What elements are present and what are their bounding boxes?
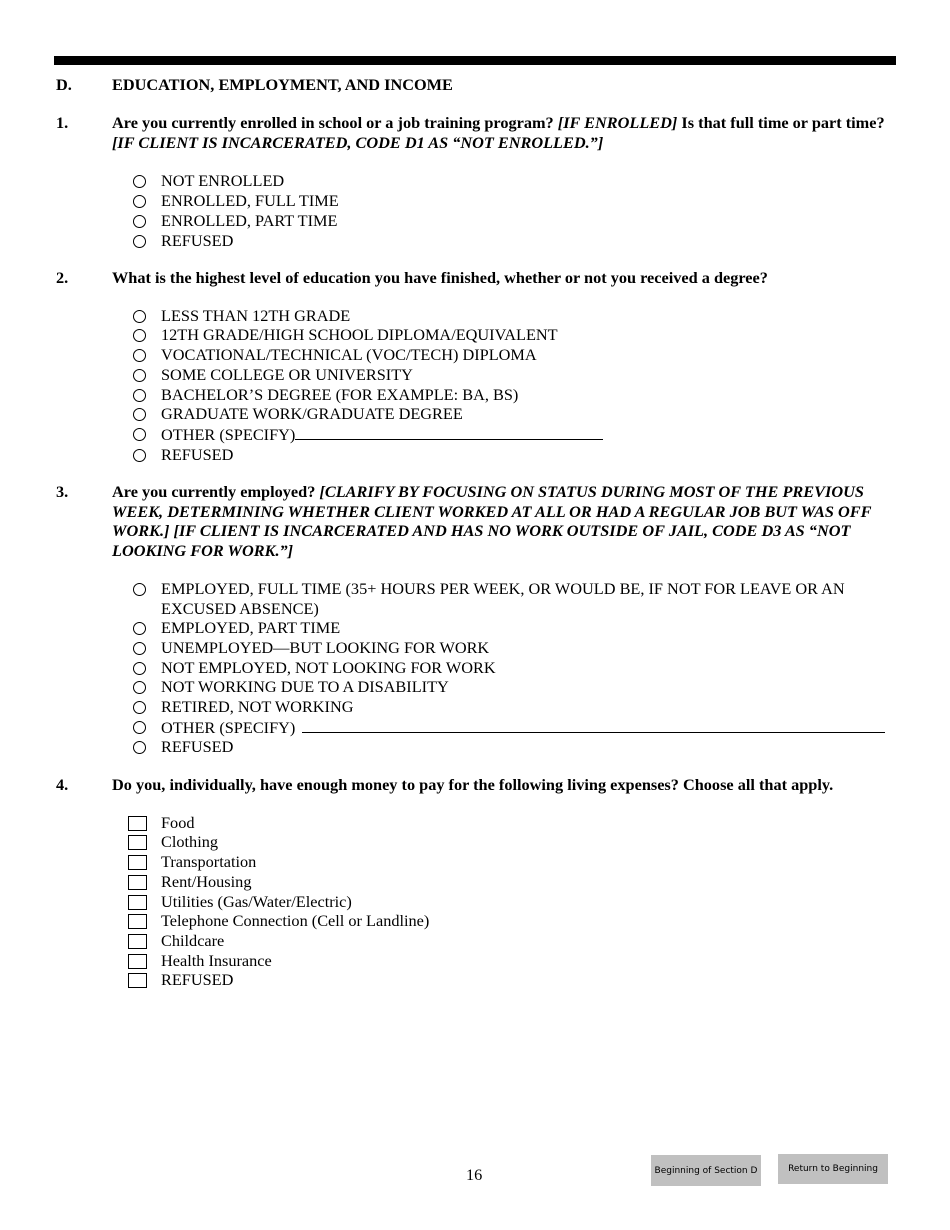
option-label: OTHER (SPECIFY): [161, 717, 296, 737]
q-text: Is that full time or part time?: [681, 113, 885, 132]
option-label: EMPLOYED, FULL TIME (35+ HOURS PER WEEK, OR WOULD BE, IF NOT FOR LEAVE OR AN EXCUSED ABSENCE): [161, 578, 845, 618]
option-label: NOT EMPLOYED, NOT LOOKING FOR WORK: [161, 657, 496, 677]
instruction: [IF ENROLLED]: [557, 113, 678, 132]
radio-button-icon[interactable]: [133, 175, 146, 188]
radio-button-icon[interactable]: [133, 235, 146, 248]
answer-option[interactable]: [128, 404, 896, 424]
option-label: REFUSED: [161, 230, 234, 250]
question-text: Do you, individually, have enough money to pay for the following living expenses? Choose all that apply.: [112, 775, 834, 794]
answer-option[interactable]: [128, 231, 896, 251]
answer-option[interactable]: [128, 638, 896, 658]
specify-input[interactable]: [295, 424, 603, 440]
option-label-wrap: [161, 404, 463, 424]
radio-button-icon[interactable]: [133, 741, 146, 754]
option-label: ENROLLED, PART TIME: [161, 210, 338, 230]
radio-button-icon[interactable]: [133, 215, 146, 228]
option-label-wrap: [161, 717, 885, 738]
answer-option[interactable]: [128, 211, 896, 231]
checkbox-icon[interactable]: [128, 973, 147, 988]
option-label-wrap: [161, 231, 233, 251]
option-label: NOT ENROLLED: [161, 171, 285, 191]
option-label: REFUSED: [161, 970, 234, 990]
option-label-wrap: [161, 813, 194, 833]
option-label-wrap: [161, 445, 233, 465]
option-label-wrap: [161, 970, 233, 990]
section-label: D.: [56, 75, 72, 94]
checkbox-icon[interactable]: [128, 816, 147, 831]
answer-option[interactable]: [128, 931, 896, 951]
radio-button-icon[interactable]: [133, 681, 146, 694]
option-label: GRADUATE WORK/GRADUATE DEGREE: [161, 404, 463, 424]
option-label-wrap: [161, 211, 337, 231]
radio-button-icon[interactable]: [133, 349, 146, 362]
radio-button-icon[interactable]: [133, 389, 146, 402]
answer-option[interactable]: [128, 852, 896, 872]
option-label: REFUSED: [161, 444, 234, 464]
answer-option[interactable]: [128, 618, 896, 638]
checkbox-icon[interactable]: [128, 914, 147, 929]
radio-button-icon[interactable]: [133, 642, 146, 655]
option-label: OTHER (SPECIFY): [161, 424, 296, 444]
option-label: Utilities (Gas/Water/Electric): [161, 891, 352, 911]
section-heading: [56, 75, 896, 95]
question-text: [112, 482, 890, 561]
answer-option[interactable]: [128, 424, 896, 445]
question-number: 3.: [56, 482, 69, 501]
radio-button-icon[interactable]: [133, 622, 146, 635]
answer-option[interactable]: [128, 737, 896, 757]
page-number: 16: [466, 1165, 483, 1184]
section-title: EDUCATION, EMPLOYMENT, AND INCOME: [112, 75, 453, 94]
option-label-wrap: [161, 579, 891, 618]
answer-option[interactable]: [128, 892, 896, 912]
radio-button-icon[interactable]: [133, 701, 146, 714]
option-label: NOT WORKING DUE TO A DISABILITY: [161, 677, 449, 697]
radio-button-icon[interactable]: [133, 408, 146, 421]
answer-option[interactable]: [128, 832, 896, 852]
header-rule: [54, 56, 896, 65]
option-label-wrap: [161, 737, 233, 757]
q-text: Are you currently enrolled in school or a job training program?: [112, 113, 554, 132]
answer-option[interactable]: [128, 306, 896, 326]
answer-option[interactable]: [128, 445, 896, 465]
option-label-wrap: [161, 697, 354, 717]
answer-option[interactable]: [128, 697, 896, 717]
answer-option[interactable]: [128, 171, 896, 191]
answer-option[interactable]: [128, 191, 896, 211]
return-to-beginning-button[interactable]: Return to Beginning: [778, 1154, 888, 1184]
question-3: [56, 482, 896, 757]
option-label: LESS THAN 12TH GRADE: [161, 305, 351, 325]
option-label-wrap: [161, 872, 251, 892]
radio-button-icon[interactable]: [133, 662, 146, 675]
answer-option[interactable]: [128, 677, 896, 697]
answer-option[interactable]: [128, 325, 896, 345]
answer-option[interactable]: [128, 658, 896, 678]
checkbox-icon[interactable]: [128, 954, 147, 969]
radio-button-icon[interactable]: [133, 369, 146, 382]
question-number: 1.: [56, 113, 69, 132]
option-label-wrap: [161, 658, 496, 678]
answer-option[interactable]: [128, 970, 896, 990]
answer-option[interactable]: [128, 365, 896, 385]
radio-button-icon[interactable]: [133, 583, 146, 596]
option-label: 12TH GRADE/HIGH SCHOOL DIPLOMA/EQUIVALENT: [161, 325, 558, 345]
specify-input[interactable]: [302, 717, 885, 733]
option-label-wrap: [161, 306, 350, 326]
option-label: REFUSED: [161, 737, 234, 757]
option-label: Transportation: [161, 852, 257, 872]
question-text: What is the highest level of education you have finished, whether or not you received a degree?: [112, 268, 768, 287]
option-label: Rent/Housing: [161, 871, 252, 891]
question-2: [56, 268, 896, 464]
instruction: [IF CLIENT IS INCARCERATED, CODE D1 AS “NOT ENROLLED.”]: [112, 132, 604, 152]
option-label: Health Insurance: [161, 950, 272, 970]
answer-option[interactable]: [128, 579, 896, 618]
radio-button-icon[interactable]: [133, 329, 146, 342]
checkbox-icon[interactable]: [128, 875, 147, 890]
option-label: BACHELOR’S DEGREE (FOR EXAMPLE: BA, BS): [161, 384, 519, 404]
option-label: UNEMPLOYED—BUT LOOKING FOR WORK: [161, 637, 490, 657]
option-label-wrap: [161, 191, 339, 211]
option-label: Clothing: [161, 832, 218, 852]
option-label-wrap: [161, 852, 256, 872]
option-label-wrap: [161, 424, 603, 445]
q-text: Are you currently employed?: [112, 482, 316, 501]
answer-option[interactable]: [128, 385, 896, 405]
option-label: RETIRED, NOT WORKING: [161, 697, 354, 717]
option-label-wrap: [161, 832, 218, 852]
question-1: [56, 113, 896, 250]
radio-button-icon[interactable]: [133, 721, 146, 734]
option-label: VOCATIONAL/TECHNICAL (VOC/TECH) DIPLOMA: [161, 345, 537, 365]
radio-button-icon[interactable]: [133, 310, 146, 323]
checkbox-icon[interactable]: [128, 895, 147, 910]
answer-option[interactable]: [128, 951, 896, 971]
option-label: ENROLLED, FULL TIME: [161, 191, 339, 211]
checkbox-icon[interactable]: [128, 835, 147, 850]
beginning-of-section-button[interactable]: Beginning of Section D: [651, 1155, 761, 1186]
option-label: Childcare: [161, 930, 225, 950]
option-label: EMPLOYED, PART TIME: [161, 618, 341, 638]
option-label-wrap: [161, 325, 558, 345]
checkbox-icon[interactable]: [128, 855, 147, 870]
answer-option[interactable]: [128, 717, 896, 738]
answer-option[interactable]: [128, 872, 896, 892]
checkbox-icon[interactable]: [128, 934, 147, 949]
option-label-wrap: [161, 171, 284, 191]
radio-button-icon[interactable]: [133, 449, 146, 462]
question-number: 2.: [56, 268, 69, 287]
option-label-wrap: [161, 385, 518, 405]
option-label-wrap: [161, 618, 340, 638]
option-label-wrap: [161, 931, 224, 951]
answer-option[interactable]: [128, 911, 896, 931]
radio-button-icon[interactable]: [133, 195, 146, 208]
option-label-wrap: [161, 638, 489, 658]
option-label-wrap: [161, 365, 413, 385]
option-label-wrap: [161, 677, 449, 697]
option-label-wrap: [161, 911, 429, 931]
option-label-wrap: [161, 951, 272, 971]
question-text: [112, 113, 890, 152]
option-label: Telephone Connection (Cell or Landline): [161, 911, 430, 931]
option-label-wrap: [161, 345, 537, 365]
answer-option[interactable]: [128, 813, 896, 833]
radio-button-icon[interactable]: [133, 428, 146, 441]
option-label: SOME COLLEGE OR UNIVERSITY: [161, 364, 413, 384]
option-label: Food: [161, 812, 195, 832]
answer-option[interactable]: [128, 345, 896, 365]
instruction: [CLARIFY BY FOCUSING ON STATUS DURING MOST OF THE PREVIOUS WEEK, DETERMINING WHETHER CLIENT WORKED AT ALL OR HAD A REGULAR JOB BUT WAS OFF WORK.] [IF CLIENT IS INCARCERATED AND HAS NO WORK OUTSIDE OF JAIL, CODE D3 AS “NOT LOOKING FOR WORK.”]: [112, 482, 872, 561]
option-label-wrap: [161, 892, 352, 912]
question-4: [56, 775, 896, 990]
question-number: 4.: [56, 775, 69, 794]
